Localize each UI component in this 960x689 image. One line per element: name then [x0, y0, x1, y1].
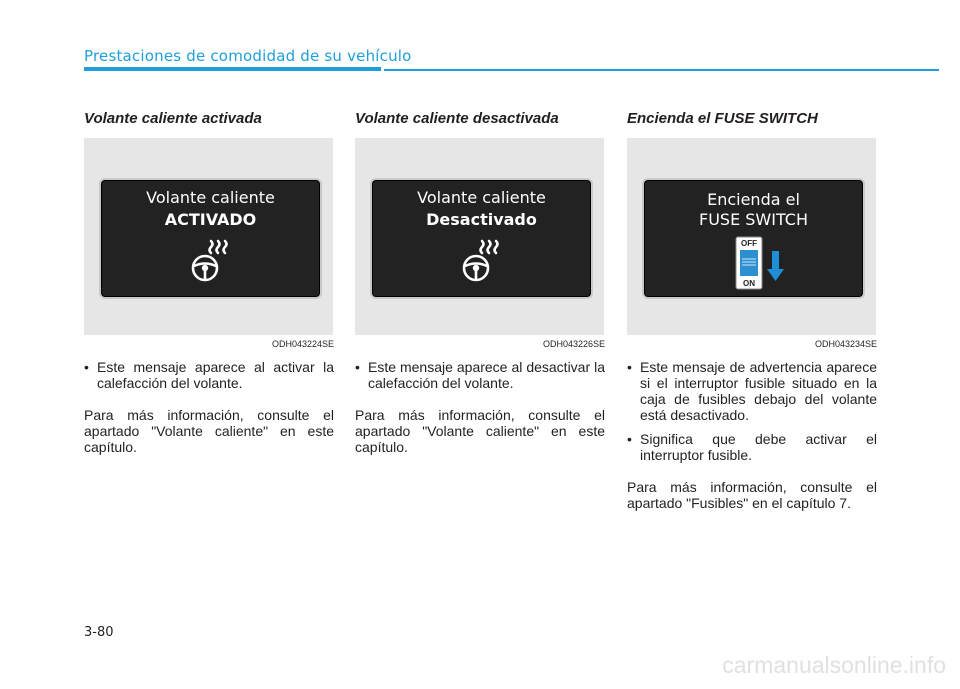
section-fuse-switch — [627, 110, 877, 511]
figure-caption: ODH043234SE — [814, 339, 877, 349]
cluster-display — [99, 178, 322, 299]
cluster-message-figure — [84, 138, 333, 335]
cluster-message-figure — [627, 138, 876, 335]
section-title: Volante caliente desactivada — [355, 110, 559, 127]
bullet-symbol: • — [627, 431, 632, 447]
bullet-text: Este mensaje aparece al desactivar la calefacción del volante. — [368, 359, 605, 391]
bullet-text: Este mensaje de advertencia aparece si el interruptor fusible situado en la caja de fusibles debajo del volante está desactivado. — [640, 359, 877, 423]
section-heated-wheel-on — [84, 110, 334, 455]
header-bar-thin — [384, 69, 939, 71]
display-line-1: Volante caliente — [417, 188, 546, 207]
watermark: carmanualsonline.info — [722, 652, 946, 678]
heated-steering-wheel-icon — [187, 235, 237, 285]
display-line-2: Desactivado — [426, 210, 537, 229]
bullet-item — [627, 359, 877, 423]
cluster-message-figure — [355, 138, 604, 335]
header-bar-thick — [84, 67, 381, 71]
page-number: 3-80 — [84, 625, 114, 640]
bullet-symbol: • — [627, 359, 632, 375]
fuse-switch-icon — [734, 235, 794, 291]
display-line-2: ACTIVADO — [164, 210, 257, 229]
bullet-symbol: • — [355, 359, 360, 375]
heated-steering-wheel-icon — [458, 235, 508, 285]
display-line-1: Encienda el — [707, 190, 800, 209]
header-title: Prestaciones de comodidad de su vehículo — [84, 47, 412, 65]
cluster-display — [642, 178, 865, 299]
cluster-display — [370, 178, 593, 299]
display-line-2: FUSE SWITCH — [699, 210, 808, 229]
fuse-switch-off-label: OFF — [741, 239, 757, 248]
bullet-symbol: • — [84, 359, 89, 375]
figure-caption: ODH043226SE — [542, 339, 605, 349]
section-heated-wheel-off — [355, 110, 605, 455]
reference-paragraph: Para más información, consulte el apartado "Volante caliente" en este capítulo. — [84, 407, 334, 455]
section-title: Encienda el FUSE SWITCH — [627, 110, 818, 127]
display-line-1: Volante caliente — [146, 188, 275, 207]
section-title: Volante caliente activada — [84, 110, 262, 127]
fuse-switch-on-label: ON — [743, 279, 755, 288]
reference-paragraph: Para más información, consulte el apartado "Fusibles" en el capítulo 7. — [627, 479, 877, 511]
bullet-text: Este mensaje aparece al activar la calefacción del volante. — [97, 359, 334, 391]
bullet-text: Significa que debe activar el interruptor fusible. — [640, 431, 877, 463]
reference-paragraph: Para más información, consulte el apartado "Volante caliente" en este capítulo. — [355, 407, 605, 455]
bullet-item — [627, 431, 877, 463]
bullet-item — [84, 359, 334, 391]
figure-caption: ODH043224SE — [271, 339, 334, 349]
bullet-item — [355, 359, 605, 391]
